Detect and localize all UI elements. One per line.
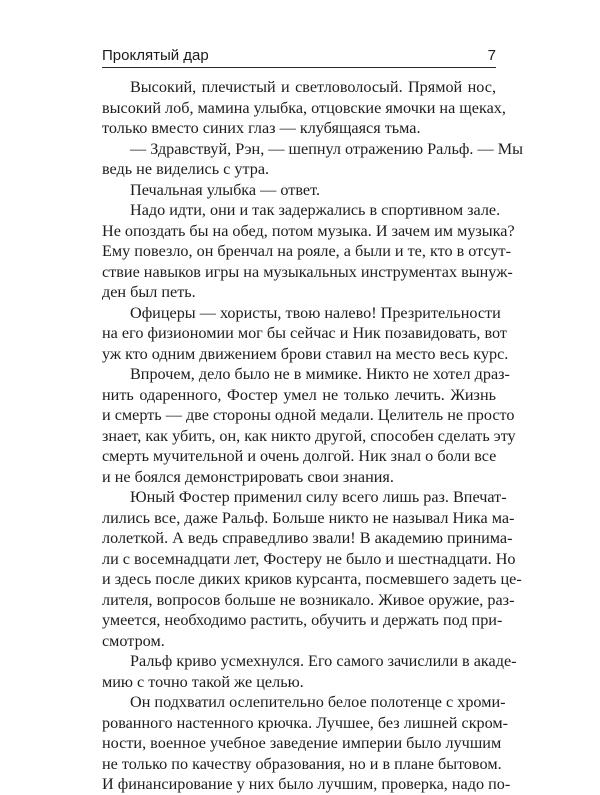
- text-line: Ральф криво усмехнулся. Его самого зачислили в акаде-: [130, 652, 517, 670]
- paragraph: [102, 487, 522, 651]
- text-line: смерть мучительной и очень долгой. Ник знал о боли все: [102, 447, 497, 465]
- text-line: — Здравствуй, Рэн, — шепнул отражению Ральф. — Мы: [130, 139, 523, 158]
- paragraph: [102, 200, 515, 303]
- text-line: не только по качеству образования, но и в плане бытовом.: [102, 754, 502, 773]
- paragraph: [102, 139, 523, 180]
- paragraph: [102, 77, 506, 139]
- text-line: Юный Фостер применил силу всего лишь раз. Впечат-: [130, 488, 507, 506]
- paragraph: [102, 651, 517, 692]
- text-line: лителя, вопросов больше не возникало. Живое оружие, раз-: [102, 590, 515, 609]
- header-rule: [102, 67, 496, 68]
- paragraph: [102, 692, 511, 795]
- text-line: ли с восемнадцати лет, Фостеру не было и шестнадцати. Но: [102, 549, 516, 568]
- text-line: ведь не виделись с утра.: [102, 160, 270, 178]
- text-line: нить одаренного, Фостер умел не только лечить. Жизнь: [102, 385, 496, 404]
- text-line: рованного настенного крючка. Лучшее, без лишней скром-: [102, 713, 509, 732]
- text-line: только вместо синих глаз — клубящаяся тьма.: [102, 119, 421, 137]
- text-line: ствие навыков игры на музыкальных инструментах вынуж-: [102, 262, 513, 281]
- text-line: И финансирование у них было лучшим, проверка, надо по-: [102, 775, 511, 793]
- paragraph: [102, 303, 509, 365]
- text-line: мию с точно такой же целью.: [102, 672, 304, 691]
- text-line: Он подхватил ослепительно белое полотенце с хроми-: [130, 693, 506, 711]
- text-line: на его физиономии мог бы сейчас и Ник позавидовать, вот: [102, 324, 507, 342]
- text-line: Ему повезло, он бренчал на рояле, а были и те, кто в отсут-: [102, 242, 511, 260]
- text-line: уж кто одним движением брови ставил на место весь курс.: [102, 344, 509, 363]
- text-line: Не опоздать бы на обед, потом музыка. И зачем им музыка?: [102, 221, 515, 240]
- text-line: лолеткой. А ведь справедливо звали! В академию принима-: [102, 529, 513, 547]
- text-line: и смерть — две стороны одной медали. Целитель не просто: [102, 406, 515, 424]
- book-title: Проклятый дар: [102, 47, 209, 64]
- body-text: [102, 77, 523, 795]
- paragraph: [102, 180, 496, 201]
- text-line: лились все, даже Ральф. Больше никто не называл Ника ма-: [102, 508, 515, 527]
- text-line: и не боялся демонстрировать свои знания.: [102, 467, 394, 486]
- text-line: высокий лоб, мамина улыбка, отцовские ямочки на щеках,: [102, 98, 506, 117]
- text-line: Офицеры — хористы, твою налево! Презрительности: [130, 303, 501, 322]
- text-line: смотром.: [102, 631, 165, 650]
- text-line: Надо идти, они и так задержались в спортивном зале.: [130, 201, 501, 219]
- text-line: Высокий, плечистый и светловолосый. Прямой нос,: [130, 78, 496, 96]
- paragraph: [102, 364, 516, 487]
- text-line: ности, военное учебное заведение империи было лучшим: [102, 734, 502, 752]
- text-line: умеется, необходимо растить, обучить и держать под при-: [102, 611, 503, 629]
- text-line: и здесь после диких криков курсанта, посмевшего задеть це-: [102, 570, 522, 588]
- text-line: Печальная улыбка — ответ.: [130, 180, 320, 199]
- page-number: 7: [487, 47, 496, 64]
- text-line: Впрочем, дело было не в мимике. Никто не хотел драз-: [130, 365, 510, 383]
- running-head: [102, 47, 496, 67]
- text-line: ден был петь.: [102, 283, 196, 301]
- text-line: знает, как убить, он, как никто другой, способен сделать эту: [102, 426, 516, 445]
